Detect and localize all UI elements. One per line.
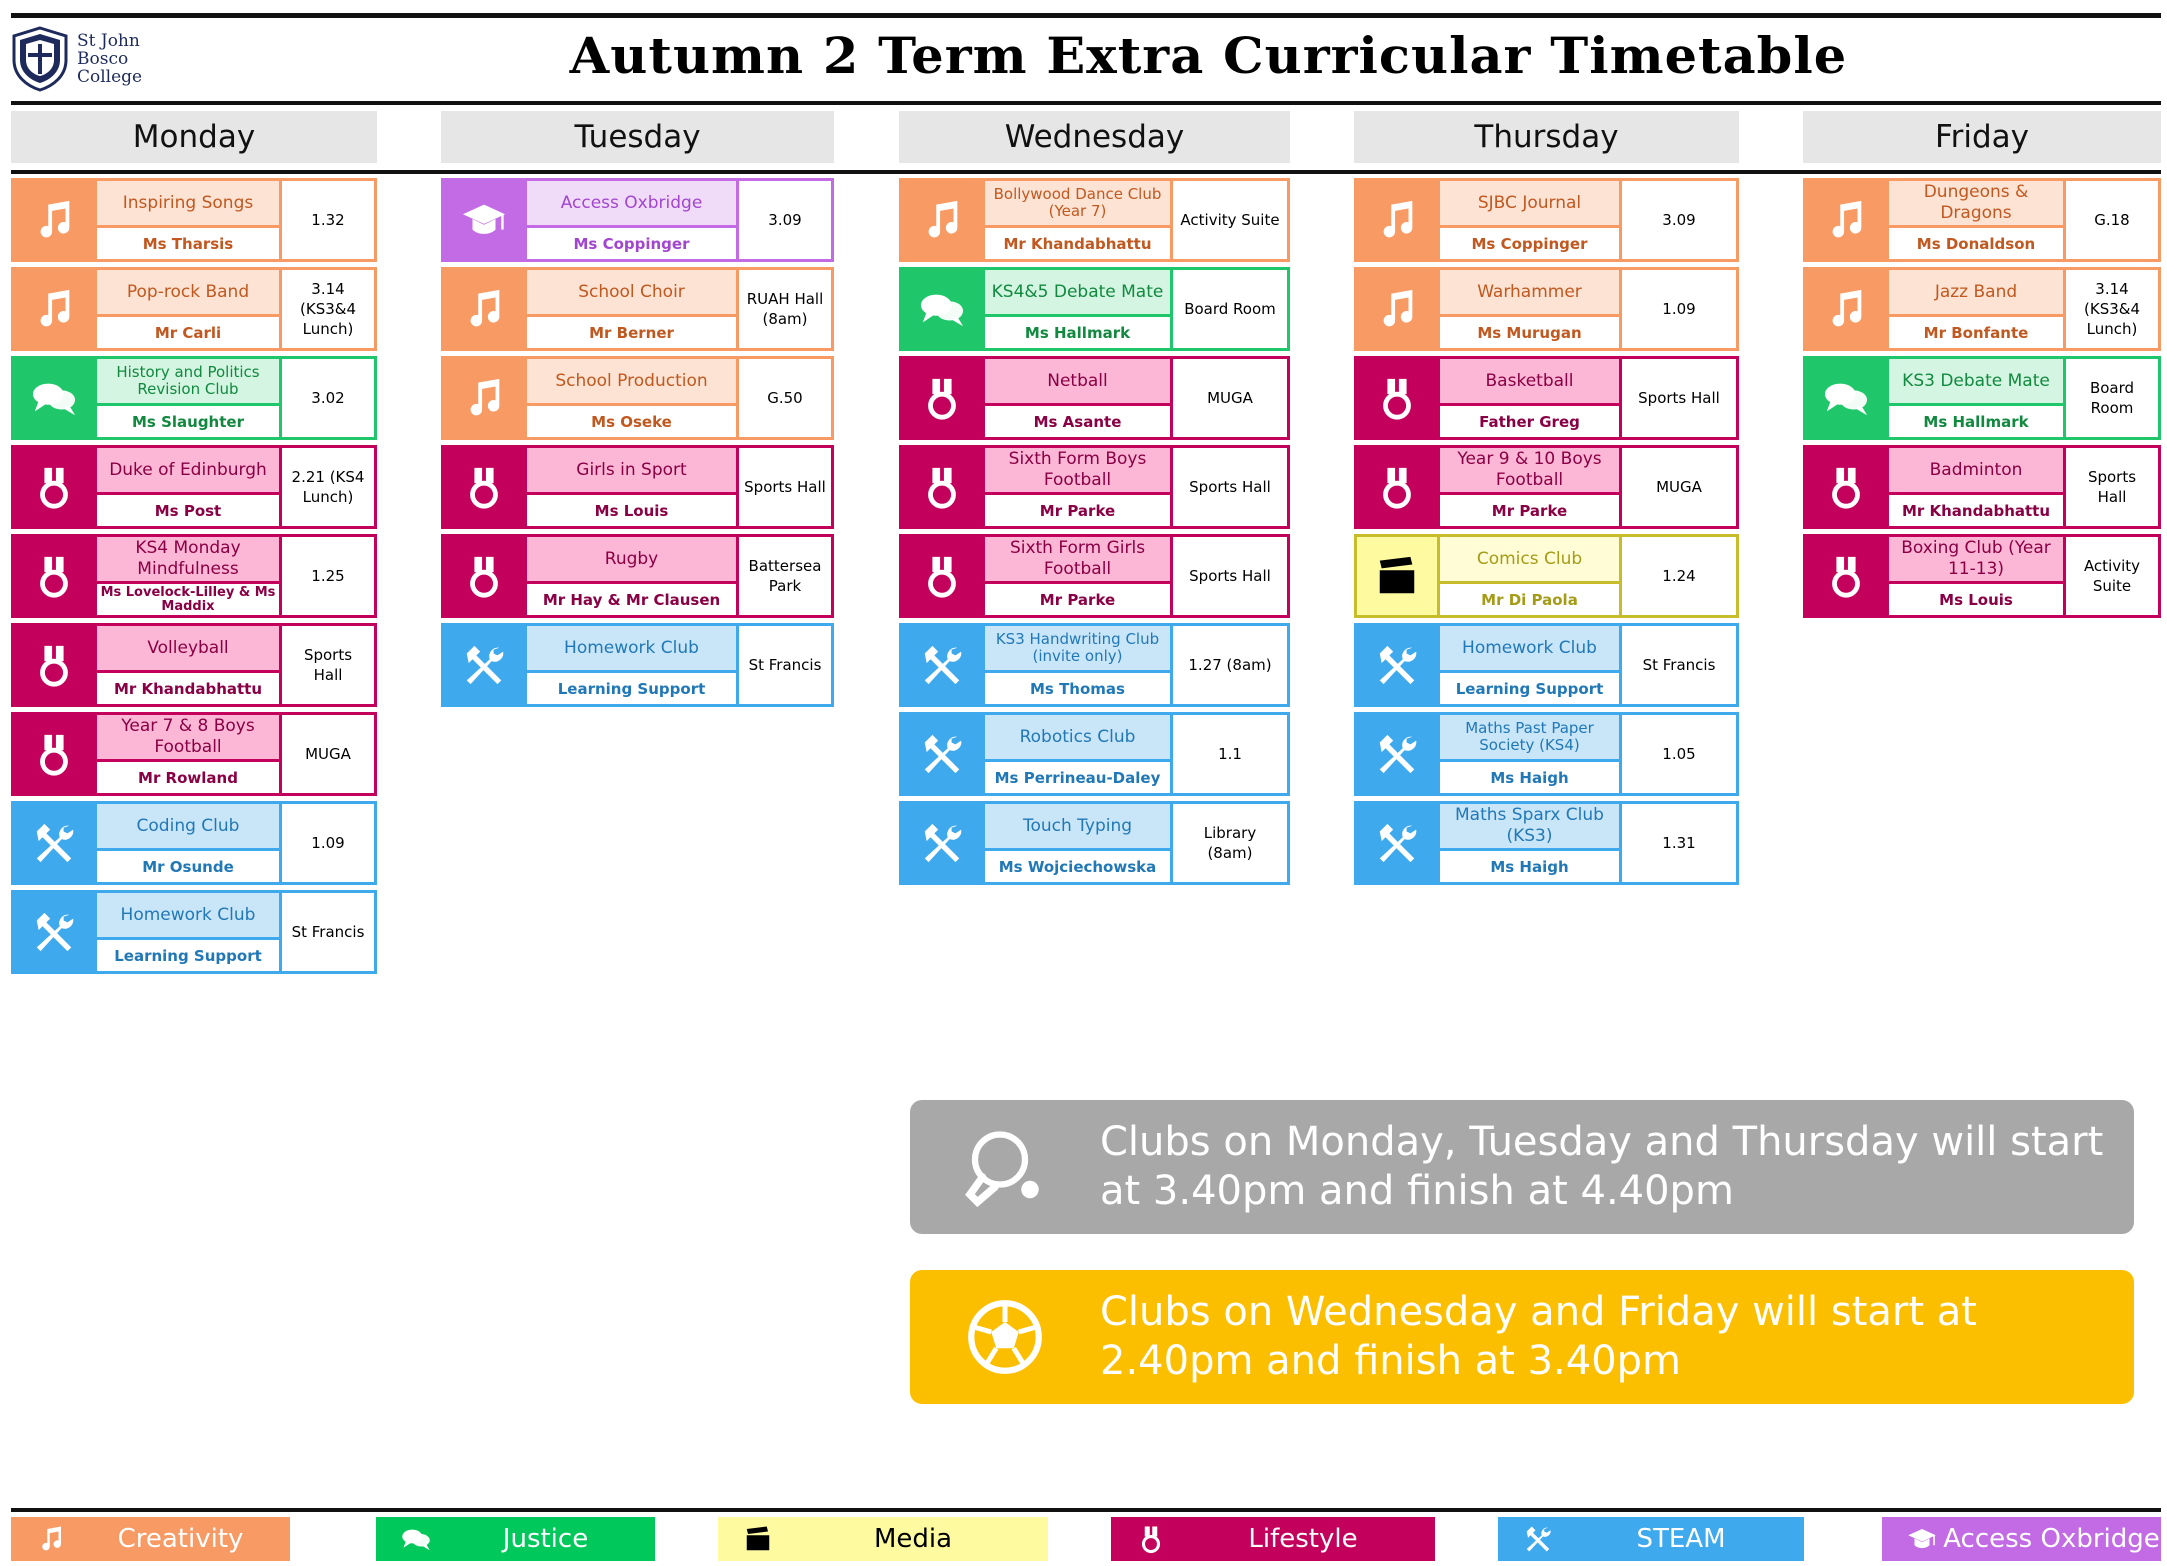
club-card [1803, 178, 2161, 262]
medal-icon [902, 448, 982, 526]
club-card [11, 178, 377, 262]
medal-icon [1806, 537, 1886, 615]
logo-line: St John [77, 31, 140, 51]
club-room: Activity Suite [2083, 557, 2141, 595]
club-room: Activity Suite [1180, 211, 1280, 229]
club-name: Homework Club [97, 893, 279, 937]
legend-item-justice [376, 1517, 655, 1561]
club-teacher: Ms Louis [1889, 581, 2063, 615]
club-name: Sixth Form Girls Football [985, 537, 1170, 581]
club-teacher: Mr Khandabhattu [985, 225, 1170, 259]
music-note-icon [1806, 270, 1886, 348]
club-name: Jazz Band [1889, 270, 2063, 314]
club-room: 1.09 [311, 834, 345, 852]
club-name: SJBC Journal [1440, 181, 1619, 225]
club-name: Year 7 & 8 Boys Football [97, 715, 279, 759]
club-card [1354, 445, 1739, 529]
club-name: History and Politics Revision Club [97, 359, 279, 403]
club-card [1354, 801, 1739, 885]
legend-label: Creativity [117, 1524, 244, 1554]
club-card [899, 178, 1290, 262]
tools-icon [902, 804, 982, 882]
club-card [1803, 267, 2161, 351]
club-room: 2.21 (KS4 Lunch) [291, 468, 365, 506]
club-name: Comics Club [1440, 537, 1619, 581]
tools-icon [1357, 715, 1437, 793]
club-room: MUGA [1656, 478, 1702, 496]
club-room: Board Room [1184, 300, 1276, 318]
club-card [1803, 356, 2161, 440]
club-teacher: Ms Tharsis [97, 225, 279, 259]
speech-bubbles-icon [396, 1519, 436, 1559]
club-card [441, 178, 834, 262]
club-teacher: Ms Oseke [527, 403, 736, 437]
club-room: Sports Hall [1638, 389, 1720, 407]
medal-icon [14, 537, 94, 615]
music-note-icon [14, 181, 94, 259]
club-name: KS4 Monday Mindfulness [97, 537, 279, 581]
club-room: G.50 [767, 389, 803, 407]
day-column-monday [11, 111, 377, 979]
club-card [899, 623, 1290, 707]
start-time-banner [910, 1100, 2134, 1234]
club-teacher: Mr Hay & Mr Clausen [527, 581, 736, 615]
medal-icon [14, 626, 94, 704]
club-room: Battersea Park [748, 557, 822, 595]
club-card [899, 267, 1290, 351]
club-card [441, 623, 834, 707]
club-teacher: Mr Parke [985, 492, 1170, 526]
table-tennis-icon [910, 1127, 1100, 1207]
club-name: Girls in Sport [527, 448, 736, 492]
club-teacher: Ms Haigh [1440, 759, 1619, 793]
club-room: Sports Hall [303, 646, 353, 684]
club-name: Duke of Edinburgh [97, 448, 279, 492]
club-card [11, 356, 377, 440]
day-column-wednesday [899, 111, 1290, 890]
club-name: School Production [527, 359, 736, 403]
club-name: Volleyball [97, 626, 279, 670]
club-teacher: Mr Khandabhattu [97, 670, 279, 704]
club-name: Netball [985, 359, 1170, 403]
tools-icon [1357, 626, 1437, 704]
club-room: MUGA [305, 745, 351, 763]
medal-icon [902, 537, 982, 615]
club-teacher: Mr Carli [97, 314, 279, 348]
club-room: St Francis [1642, 656, 1716, 674]
club-card [441, 356, 834, 440]
club-teacher: Ms Lovelock-Lilley & Ms Maddix [97, 581, 279, 615]
football-icon [910, 1297, 1100, 1377]
tools-icon [14, 893, 94, 971]
day-header: Monday [11, 111, 377, 163]
day-header: Thursday [1354, 111, 1739, 163]
logo-line: Bosco [77, 49, 129, 69]
club-card [899, 534, 1290, 618]
banner-text: Clubs on Wednesday and Friday will start at 2.40pm and finish at 3.40pm [1100, 1289, 1977, 1384]
club-name: School Choir [527, 270, 736, 314]
tools-icon [902, 715, 982, 793]
club-name: Maths Sparx Club (KS3) [1440, 804, 1619, 848]
club-card [1803, 534, 2161, 618]
club-room: 3.02 [311, 389, 345, 407]
music-note-icon [1806, 181, 1886, 259]
club-room: 1.05 [1662, 745, 1696, 763]
club-card [1354, 267, 1739, 351]
club-name: Coding Club [97, 804, 279, 848]
club-room: 1.1 [1218, 745, 1242, 763]
club-name: Dungeons & Dragons [1889, 181, 2063, 225]
club-teacher: Ms Asante [985, 403, 1170, 437]
club-teacher: Ms Post [97, 492, 279, 526]
club-teacher: Father Greg [1440, 403, 1619, 437]
club-teacher: Mr Parke [1440, 492, 1619, 526]
legend-item-access-oxbridge [1882, 1517, 2161, 1561]
mortarboard-icon [1902, 1519, 1942, 1559]
legend-item-lifestyle [1111, 1517, 1435, 1561]
club-room: 1.32 [311, 211, 345, 229]
medal-icon [1357, 448, 1437, 526]
mortarboard-icon [444, 181, 524, 259]
club-room: Sports Hall [2087, 468, 2137, 506]
club-room: RUAH Hall (8am) [746, 290, 824, 328]
logo-line: College [77, 67, 143, 87]
club-room: MUGA [1207, 389, 1253, 407]
clapperboard-icon [1357, 537, 1437, 615]
club-teacher: Mr Di Paola [1440, 581, 1619, 615]
medal-icon [444, 448, 524, 526]
club-room: G.18 [2094, 211, 2130, 229]
legend-label: Access Oxbridge [1943, 1524, 2160, 1554]
music-note-icon [444, 359, 524, 437]
tools-icon [14, 804, 94, 882]
tools-icon [1518, 1519, 1558, 1559]
start-time-banner [910, 1270, 2134, 1404]
club-teacher: Ms Murugan [1440, 314, 1619, 348]
banner-text: Clubs on Monday, Tuesday and Thursday will start at 3.40pm and finish at 4.40pm [1100, 1119, 2104, 1214]
club-teacher: Learning Support [527, 670, 736, 704]
day-column-tuesday [441, 111, 834, 712]
club-card [441, 267, 834, 351]
club-teacher: Learning Support [97, 937, 279, 971]
club-teacher: Ms Wojciechowska [985, 848, 1170, 882]
title-rule [11, 101, 2161, 105]
club-teacher: Ms Donaldson [1889, 225, 2063, 259]
club-room: Library (8am) [1203, 824, 1257, 862]
club-card [11, 267, 377, 351]
club-card [11, 534, 377, 618]
club-room: 3.09 [1662, 211, 1696, 229]
club-name: Homework Club [527, 626, 736, 670]
legend-label: Lifestyle [1248, 1524, 1358, 1554]
legend-label: STEAM [1636, 1524, 1726, 1554]
club-teacher: Mr Rowland [97, 759, 279, 793]
club-card [11, 890, 377, 974]
medal-icon [1806, 448, 1886, 526]
medal-icon [14, 448, 94, 526]
club-name: Pop-rock Band [97, 270, 279, 314]
club-teacher: Mr Khandabhattu [1889, 492, 2063, 526]
club-card [899, 445, 1290, 529]
music-note-icon [1357, 181, 1437, 259]
club-name: Warhammer [1440, 270, 1619, 314]
club-name: KS3 Debate Mate [1889, 359, 2063, 403]
day-header: Wednesday [899, 111, 1290, 163]
club-room: 1.09 [1662, 300, 1696, 318]
club-name: Year 9 & 10 Boys Football [1440, 448, 1619, 492]
speech-bubbles-icon [14, 359, 94, 437]
legend-rule [11, 1508, 2161, 1512]
club-teacher: Ms Coppinger [1440, 225, 1619, 259]
club-room: Sports Hall [1189, 567, 1271, 585]
medal-icon [1357, 359, 1437, 437]
club-card [1354, 178, 1739, 262]
club-teacher: Ms Thomas [985, 670, 1170, 704]
club-room: Sports Hall [1189, 478, 1271, 496]
medal-icon [902, 359, 982, 437]
music-note-icon [1357, 270, 1437, 348]
club-room: 1.25 [311, 567, 345, 585]
club-card [441, 534, 834, 618]
tools-icon [444, 626, 524, 704]
club-card [1354, 623, 1739, 707]
club-name: Sixth Form Boys Football [985, 448, 1170, 492]
tools-icon [902, 626, 982, 704]
club-room: Sports Hall [744, 478, 826, 496]
clapperboard-icon [738, 1519, 778, 1559]
legend [11, 1517, 2161, 1561]
club-name: KS3 Handwriting Club (invite only) [985, 626, 1170, 670]
club-name: Rugby [527, 537, 736, 581]
top-rule [11, 13, 2161, 18]
club-teacher: Ms Haigh [1440, 848, 1619, 882]
club-name: Homework Club [1440, 626, 1619, 670]
club-teacher: Learning Support [1440, 670, 1619, 704]
club-room: 1.27 (8am) [1188, 656, 1272, 674]
club-card [899, 356, 1290, 440]
club-card [1354, 712, 1739, 796]
club-room: 1.24 [1662, 567, 1696, 585]
club-teacher: Mr Osunde [97, 848, 279, 882]
club-name: Bollywood Dance Club (Year 7) [985, 181, 1170, 225]
club-name: Boxing Club (Year 11-13) [1889, 537, 2063, 581]
page-title: Autumn 2 Term Extra Curricular Timetable [569, 26, 1848, 85]
club-card [1354, 534, 1739, 618]
music-note-icon [31, 1519, 71, 1559]
club-room: Board Room [2089, 379, 2135, 417]
club-card [11, 445, 377, 529]
club-room: 3.09 [768, 211, 802, 229]
speech-bubbles-icon [902, 270, 982, 348]
club-name: KS4&5 Debate Mate [985, 270, 1170, 314]
club-card [441, 445, 834, 529]
club-teacher: Ms Hallmark [1889, 403, 2063, 437]
club-name: Inspiring Songs [97, 181, 279, 225]
legend-label: Justice [502, 1524, 589, 1554]
club-name: Badminton [1889, 448, 2063, 492]
club-teacher: Ms Coppinger [527, 225, 736, 259]
club-room: 1.31 [1662, 834, 1696, 852]
club-teacher: Ms Slaughter [97, 403, 279, 437]
music-note-icon [902, 181, 982, 259]
club-name: Touch Typing [985, 804, 1170, 848]
music-note-icon [444, 270, 524, 348]
club-teacher: Mr Berner [527, 314, 736, 348]
club-teacher: Ms Louis [527, 492, 736, 526]
club-card [899, 712, 1290, 796]
legend-label: Media [873, 1524, 953, 1554]
club-teacher: Ms Perrineau-Daley [985, 759, 1170, 793]
club-name: Access Oxbridge [527, 181, 736, 225]
club-card [899, 801, 1290, 885]
legend-item-creativity [11, 1517, 290, 1561]
tools-icon [1357, 804, 1437, 882]
legend-item-steam [1498, 1517, 1804, 1561]
speech-bubbles-icon [1806, 359, 1886, 437]
club-teacher: Mr Parke [985, 581, 1170, 615]
club-card [11, 712, 377, 796]
medal-icon [444, 537, 524, 615]
club-name: Maths Past Paper Society (KS4) [1440, 715, 1619, 759]
club-card [1354, 356, 1739, 440]
club-name: Basketball [1440, 359, 1619, 403]
day-column-thursday [1354, 111, 1739, 890]
day-column-friday [1803, 111, 2161, 623]
club-card [11, 623, 377, 707]
club-room: 3.14 (KS3&4 Lunch) [300, 280, 356, 338]
club-card [11, 801, 377, 885]
club-card [1803, 445, 2161, 529]
club-room: St Francis [748, 656, 822, 674]
club-name: Robotics Club [985, 715, 1170, 759]
club-teacher: Ms Hallmark [985, 314, 1170, 348]
club-room: 3.14 (KS3&4 Lunch) [2084, 280, 2140, 338]
club-teacher: Mr Bonfante [1889, 314, 2063, 348]
day-header: Friday [1803, 111, 2161, 163]
medal-icon [1131, 1519, 1171, 1559]
day-header: Tuesday [441, 111, 834, 163]
music-note-icon [14, 270, 94, 348]
legend-item-media [718, 1517, 1048, 1561]
medal-icon [14, 715, 94, 793]
club-room: St Francis [291, 923, 365, 941]
